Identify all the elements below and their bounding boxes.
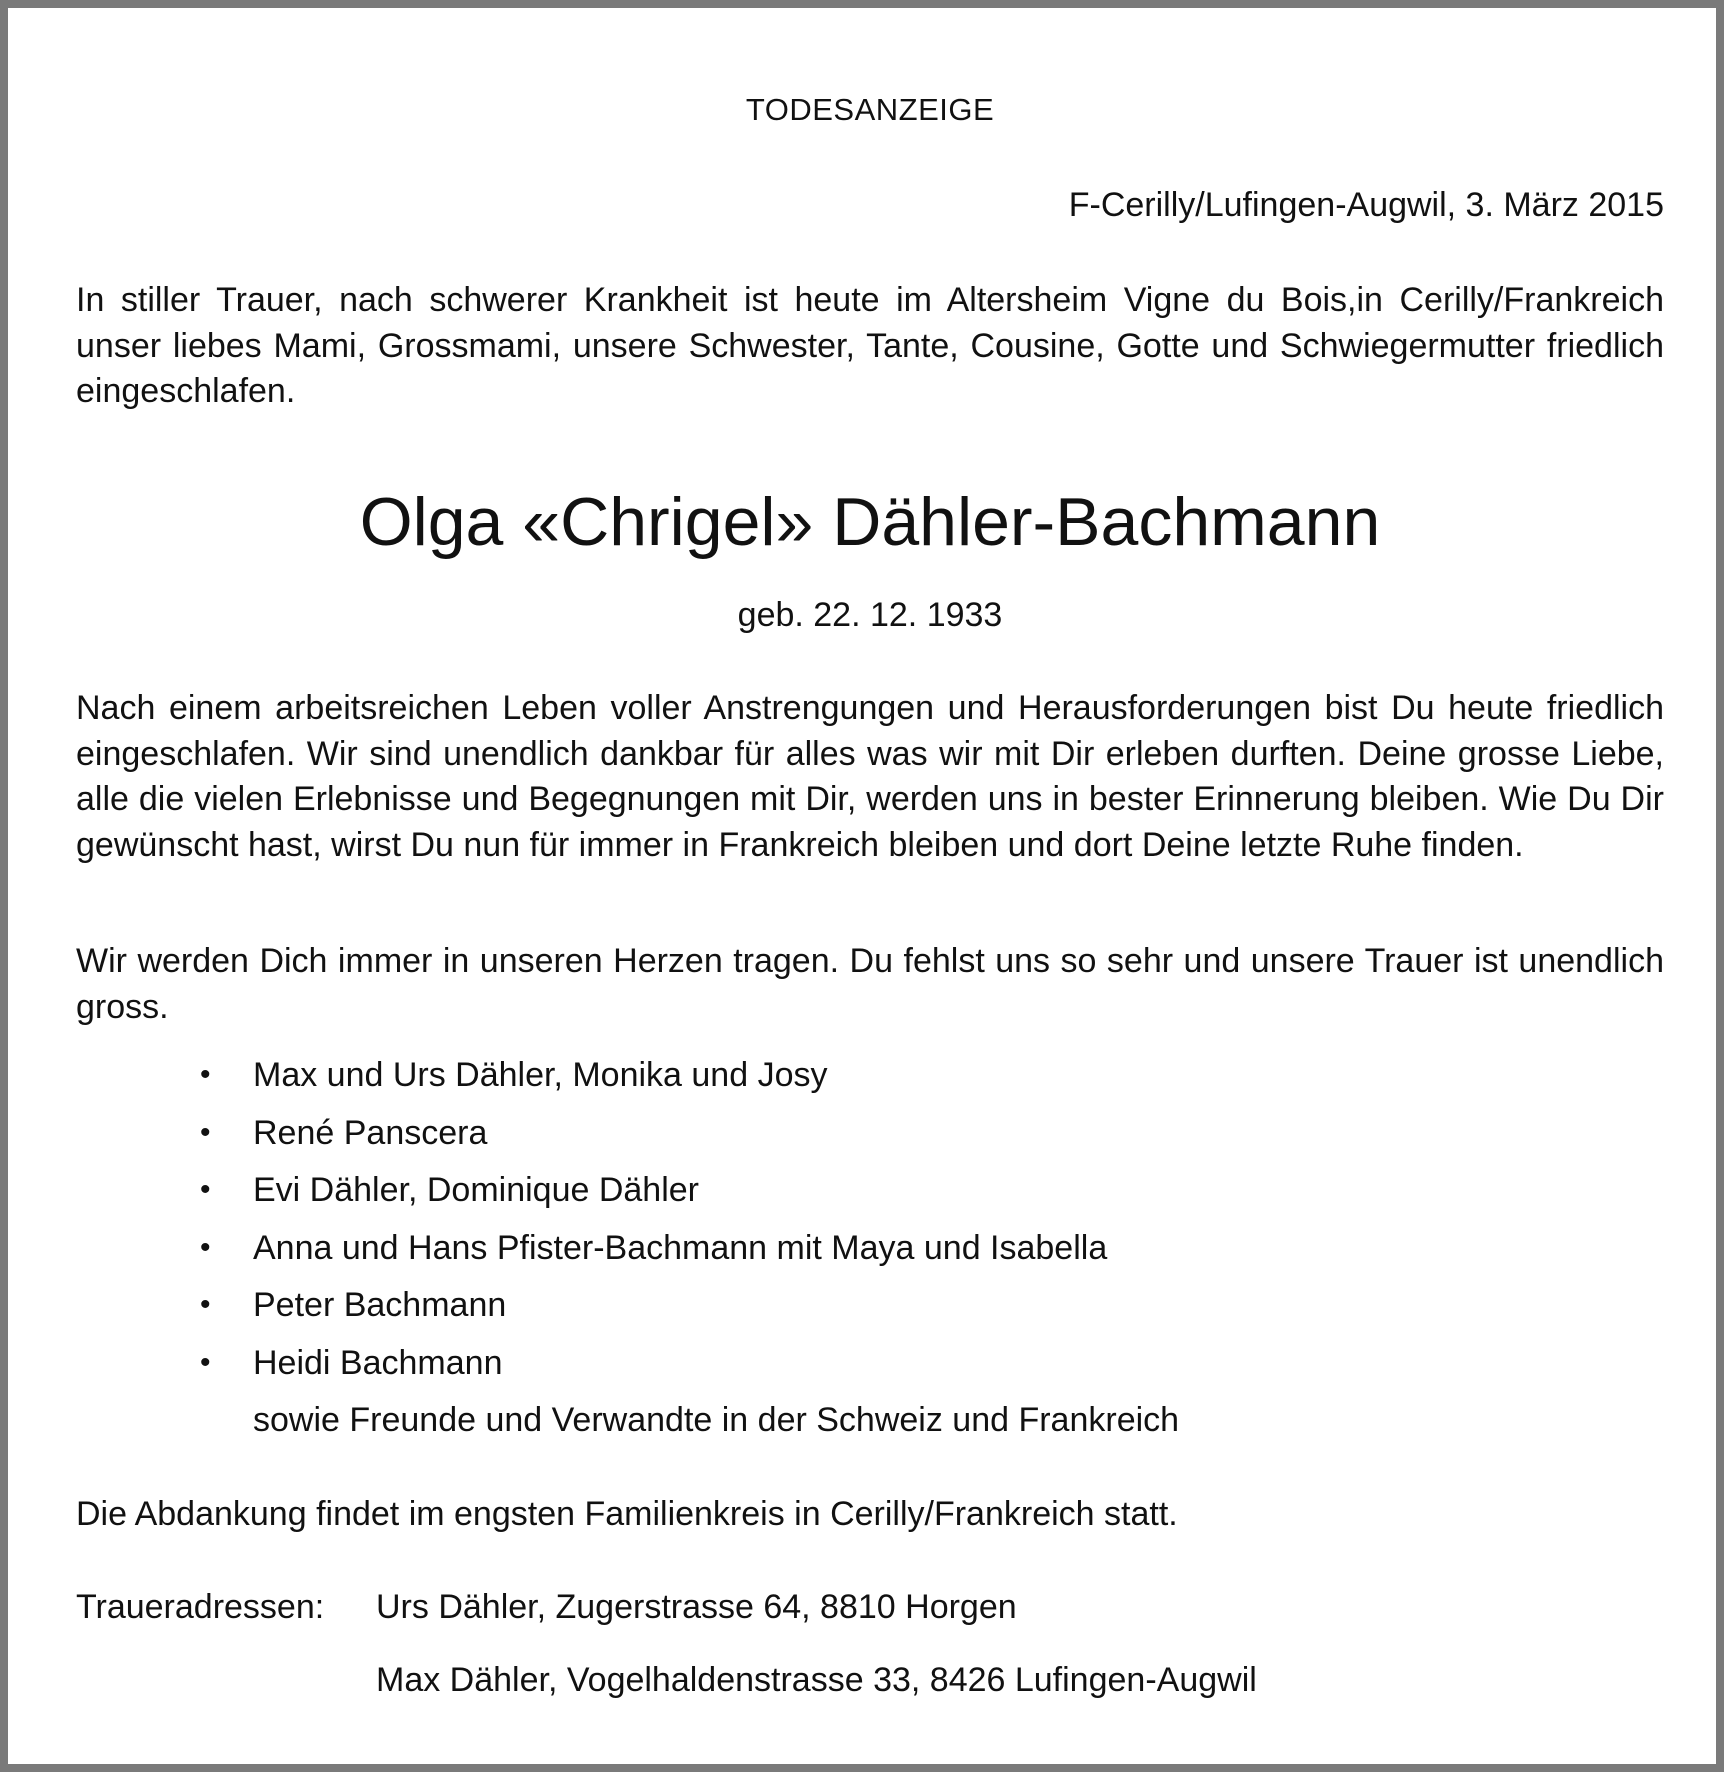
mourners-closing: sowie Freunde und Verwandte in der Schweiz und Frankreich — [253, 1401, 1180, 1439]
mourner-name: Peter Bachmann — [253, 1286, 507, 1324]
mourner-name: Anna und Hans Pfister-Bachmann mit Maya und Isabella — [253, 1228, 1108, 1267]
mourner-name: Evi Dähler, Dominique Dähler — [253, 1171, 699, 1209]
intro-paragraph: In stiller Trauer, nach schwerer Krankheit ist heute im Altersheim Vigne du Bois,in Cerilly/Frankreich unser liebes Mami, Grossmami, unsere Schwester, Tante, Cousine, Gotte und Schwiegermutter friedlich eingeschlafen. — [76, 281, 1664, 410]
list-item — [76, 1282, 1664, 1340]
address-line: Urs Dähler, Zugerstrasse 64, 8810 Horgen — [376, 1588, 1017, 1626]
bullet-icon: • — [200, 1058, 211, 1091]
list-item — [76, 1340, 1664, 1398]
addresses-label: Traueradressen: — [76, 1588, 325, 1626]
list-item — [76, 1110, 1664, 1168]
bullet-icon: • — [200, 1173, 211, 1206]
mourner-name: Max und Urs Dähler, Monika und Josy — [253, 1056, 828, 1094]
list-item — [76, 1052, 1664, 1110]
bullet-icon: • — [200, 1230, 211, 1264]
mourner-name: René Panscera — [253, 1113, 488, 1152]
tribute-paragraph: Nach einem arbeitsreichen Leben voller Anstrengungen und Herausforderungen bist Du heute friedlich eingeschlafen. Wir sind unendlich dankbar für alles was wir mit Dir erleben durften. Deine grosse Liebe, alle die vielen Erlebnisse und Begegnungen mit Dir, werden uns in bester Erinnerung bleiben. Wie Du Dir gewünscht hast, wirst Du nun für immer in Frankreich bleiben und dort Deine letzte Ruhe finden. — [76, 689, 1664, 864]
bullet-icon: • — [200, 1115, 211, 1149]
ceremony-note: Die Abdankung findet im engsten Familienkreis in Cerilly/Frankreich statt. — [76, 1495, 1178, 1533]
list-item — [76, 1225, 1664, 1283]
birth-date: geb. 22. 12. 1933 — [737, 596, 1003, 634]
deceased-name: Olga «Chrigel» Dähler-Bachmann — [359, 484, 1381, 560]
grief-paragraph: Wir werden Dich immer in unseren Herzen tragen. Du fehlst uns so sehr und unsere Trauer ist unendlich gross. — [76, 942, 1664, 1026]
bullet-icon: • — [200, 1288, 211, 1321]
bullet-icon: • — [200, 1345, 211, 1379]
mourner-name: Heidi Bachmann — [253, 1343, 503, 1382]
list-item — [76, 1167, 1664, 1225]
notice-heading: TODESANZEIGE — [745, 92, 995, 127]
place-date-line: F-Cerilly/Lufingen-Augwil, 3. März 2015 — [1068, 186, 1664, 224]
address-line: Max Dähler, Vogelhaldenstrasse 33, 8426 Lufingen-Augwil — [376, 1661, 1257, 1699]
mourners-list — [76, 1052, 1664, 1397]
